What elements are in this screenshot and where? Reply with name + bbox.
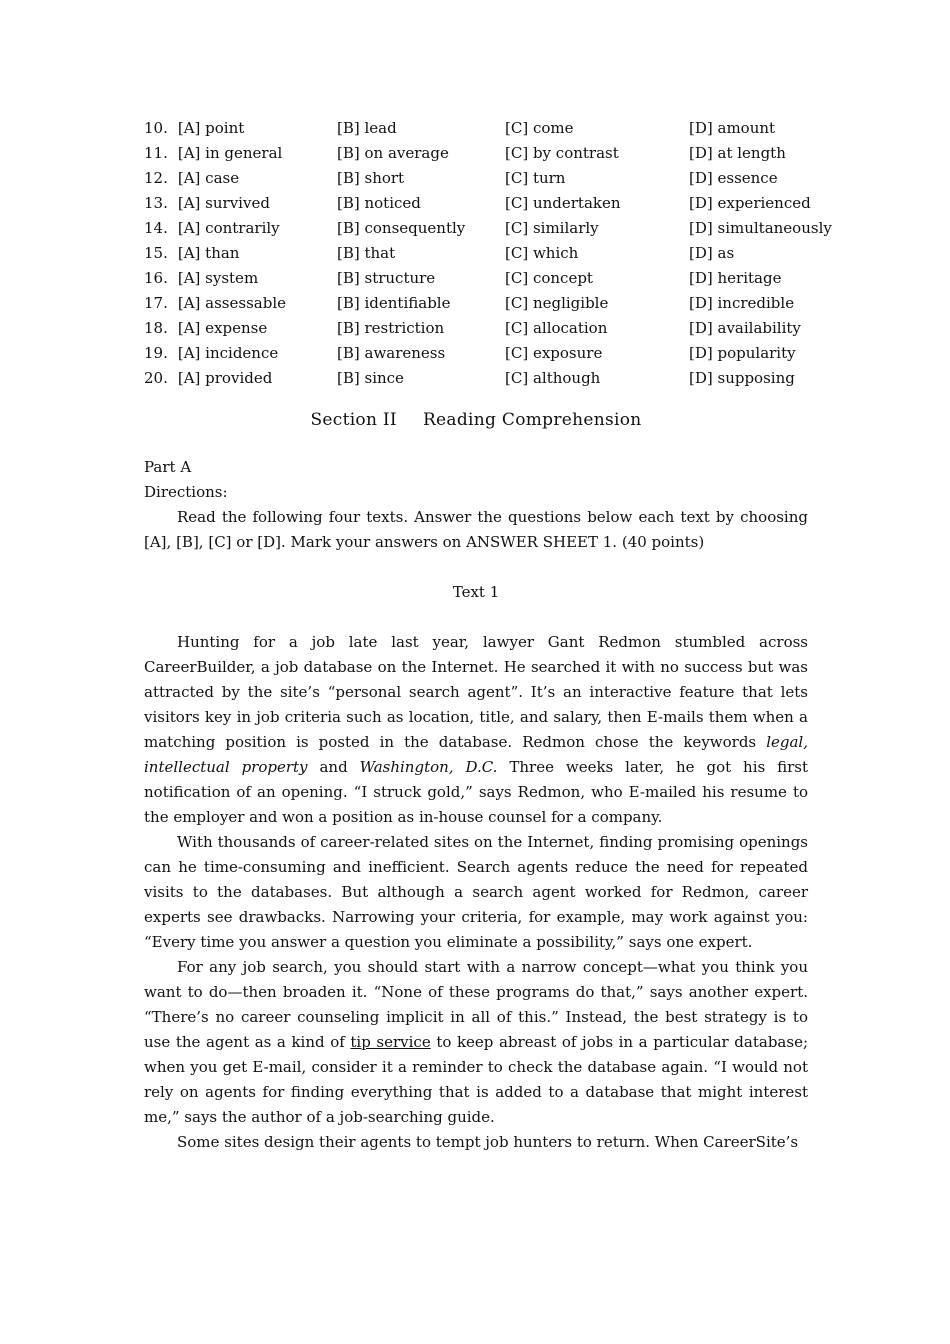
paragraph-3-text: For any job search, you should start with a narrow concept—what you think you want to do—then broaden it. “None of these programs do that,” says another expert. “There’s no career counseling implicit in all of this.” Instead, the best strategy is to use the agent as a kind of xyxy=(144,958,808,1051)
option-a-text: [A] expense xyxy=(177,319,268,337)
option-b: [B] since xyxy=(337,369,404,387)
option-a-text: [A] point xyxy=(177,119,245,137)
section-heading xyxy=(144,405,808,435)
paragraph-3-rest: to keep abreast of jobs in a particular database; when you get E-mail, consider it a reminder to check the database again. “I would not rely on agents for finding everything that is added to a database that might interest me,” says the author of a job-searching guide. xyxy=(144,1033,808,1126)
option-c: [C] undertaken xyxy=(505,194,621,212)
paragraph-1 xyxy=(144,630,808,830)
question-number: 16. xyxy=(144,269,168,287)
underlined-term: tip service xyxy=(350,1033,431,1051)
option-b: [B] identifiable xyxy=(337,294,451,312)
option-b: [B] on average xyxy=(337,144,449,162)
option-a-text: [A] survived xyxy=(177,194,270,212)
option-a xyxy=(144,191,270,216)
option-d: [D] essence xyxy=(689,169,778,187)
paragraph-4: Some sites design their agents to tempt job hunters to return. When CareerSite’s xyxy=(177,1133,799,1151)
question-number: 11. xyxy=(144,144,168,162)
option-b: [B] awareness xyxy=(337,344,446,362)
option-d: [D] incredible xyxy=(689,294,795,312)
option-b: [B] lead xyxy=(337,119,397,137)
option-c: [C] exposure xyxy=(505,344,603,362)
question-number: 13. xyxy=(144,194,168,212)
option-a xyxy=(144,316,267,341)
article-body xyxy=(144,630,808,1155)
option-d: [D] amount xyxy=(689,119,776,137)
option-a xyxy=(144,266,258,291)
option-row xyxy=(144,291,808,316)
question-number: 20. xyxy=(144,369,168,387)
question-number: 15. xyxy=(144,244,168,262)
option-c: [C] by contrast xyxy=(505,144,619,162)
option-a xyxy=(144,141,282,166)
directions-label: Directions: xyxy=(144,483,228,501)
option-a xyxy=(144,366,272,391)
keyword-legal: legal, intellectual property xyxy=(144,733,808,776)
option-d: [D] experienced xyxy=(689,194,811,212)
option-a xyxy=(144,166,239,191)
question-number: 14. xyxy=(144,219,168,237)
option-row xyxy=(144,341,808,366)
option-b: [B] structure xyxy=(337,269,436,287)
option-row xyxy=(144,241,808,266)
option-b: [B] restriction xyxy=(337,319,445,337)
directions-block xyxy=(144,455,808,555)
section-label: Section II xyxy=(310,410,397,430)
option-a-text: [A] provided xyxy=(177,369,273,387)
option-b: [B] consequently xyxy=(337,219,466,237)
option-d: [D] supposing xyxy=(689,369,795,387)
option-a xyxy=(144,241,239,266)
option-row xyxy=(144,116,808,141)
option-a xyxy=(144,116,244,141)
option-row xyxy=(144,141,808,166)
option-c: [C] although xyxy=(505,369,601,387)
option-d: [D] as xyxy=(689,244,735,262)
option-c: [C] concept xyxy=(505,269,593,287)
paragraph-2: With thousands of career-related sites on the Internet, finding promising openings can he time-consuming and inefficient. Search agents reduce the need for repeated visits to the databases. But although a search agent worked for Redmon, career experts see drawbacks. Narrowing your criteria, for example, may work against you: “Every time you answer a question you eliminate a possibility,” says one expert. xyxy=(144,833,808,951)
question-number: 19. xyxy=(144,344,168,362)
question-number: 10. xyxy=(144,119,168,137)
paragraph-1-and: and xyxy=(307,758,360,776)
option-c: [C] similarly xyxy=(505,219,599,237)
option-c: [C] come xyxy=(505,119,574,137)
question-number: 17. xyxy=(144,294,168,312)
option-a xyxy=(144,216,280,241)
paragraph-3 xyxy=(144,955,808,1130)
option-a-text: [A] case xyxy=(177,169,240,187)
option-d: [D] availability xyxy=(689,319,801,337)
option-b: [B] noticed xyxy=(337,194,421,212)
section-title: Reading Comprehension xyxy=(422,410,642,430)
answer-options-list xyxy=(144,116,832,391)
option-a-text: [A] assessable xyxy=(177,294,286,312)
option-a-text: [A] incidence xyxy=(177,344,279,362)
paragraph-1-rest: Three weeks later, he got his first notification of an opening. “I struck gold,” says Redmon, who E-mailed his resume to the employer and won a position as in-house counsel for a company. xyxy=(144,758,809,826)
option-a-text: [A] in general xyxy=(177,144,283,162)
option-row xyxy=(144,316,808,341)
option-c: [C] negligible xyxy=(505,294,609,312)
keyword-location: Washington, D.C. xyxy=(359,758,498,776)
question-number: 12. xyxy=(144,169,168,187)
question-number: 18. xyxy=(144,319,168,337)
option-a xyxy=(144,291,286,316)
option-row xyxy=(144,216,832,241)
option-d: [D] heritage xyxy=(689,269,782,287)
part-label: Part A xyxy=(144,458,192,476)
option-d: [D] simultaneously xyxy=(689,219,832,237)
exam-page xyxy=(144,116,832,1155)
option-c: [C] turn xyxy=(505,169,566,187)
option-c: [C] allocation xyxy=(505,319,608,337)
option-c: [C] which xyxy=(505,244,579,262)
directions-text: Read the following four texts. Answer the questions below each text by choosing [A], [B], [C] or [D]. Mark your answers on ANSWER SHEET 1. (40 points) xyxy=(144,508,808,551)
option-row xyxy=(144,366,808,391)
text-title: Text 1 xyxy=(452,583,500,601)
option-row xyxy=(144,191,811,216)
option-d: [D] at length xyxy=(689,144,786,162)
option-a-text: [A] contrarily xyxy=(177,219,280,237)
option-a xyxy=(144,341,278,366)
option-d: [D] popularity xyxy=(689,344,796,362)
option-a-text: [A] system xyxy=(177,269,259,287)
option-b: [B] that xyxy=(337,244,396,262)
option-b: [B] short xyxy=(337,169,405,187)
paragraph-1-text: Hunting for a job late last year, lawyer Gant Redmon stumbled across CareerBuilder, a job database on the Internet. He searched it with no success but was attracted by the site’s “personal search agent”. It’s an interactive feature that lets visitors key in job criteria such as location, title, and salary, then E-mails them when a matching position is posted in the database. Redmon chose the keywords xyxy=(144,633,808,751)
option-row xyxy=(144,266,808,291)
option-a-text: [A] than xyxy=(177,244,240,262)
option-row xyxy=(144,166,808,191)
